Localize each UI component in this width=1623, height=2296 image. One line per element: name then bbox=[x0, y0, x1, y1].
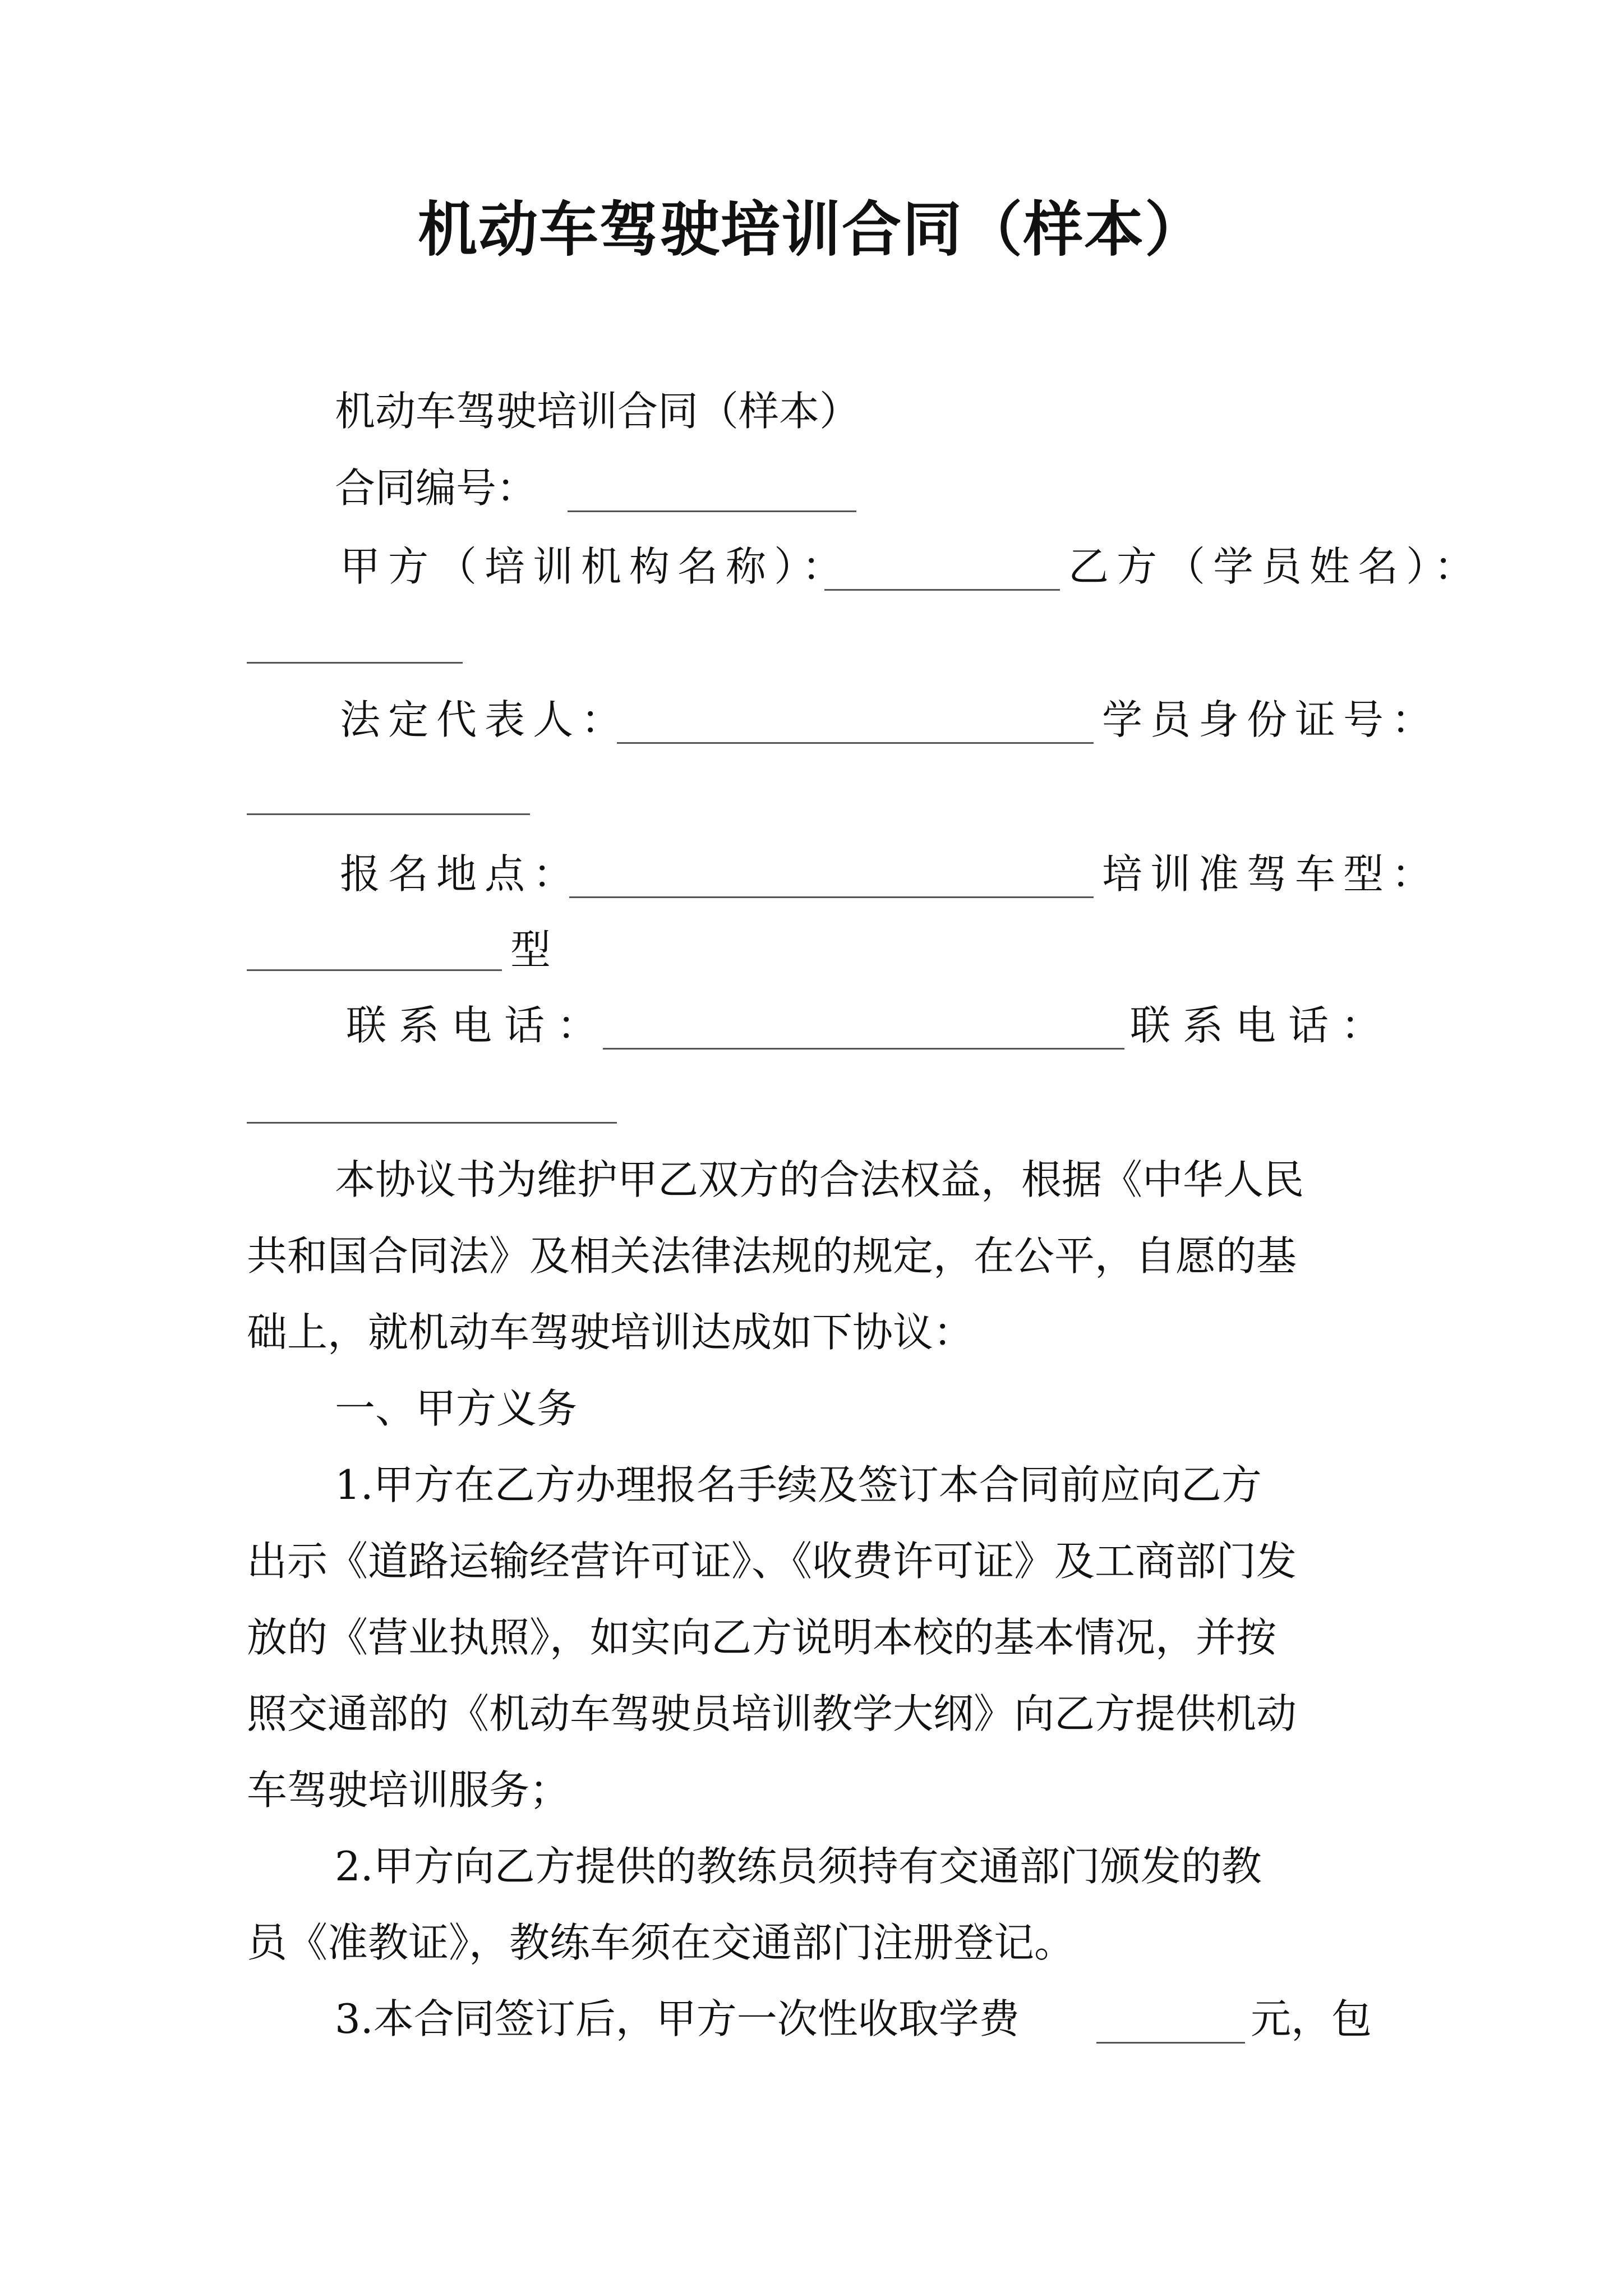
item1-line-3: 放的《营业执照》，如实向乙方说明本校的基本情况，并按 bbox=[247, 1614, 1277, 1661]
item1-line-5: 车驾驶培训服务； bbox=[247, 1766, 570, 1814]
reg-place-label: 报名地点： bbox=[340, 850, 582, 898]
tuition-blank bbox=[1096, 2042, 1245, 2044]
party-a-blank bbox=[824, 589, 1060, 591]
phone-a-label: 联系电话： bbox=[346, 1002, 610, 1049]
document-title: 机动车驾驶培训合同（样本） bbox=[418, 194, 1205, 264]
id-no-blank bbox=[247, 813, 530, 815]
intro-line-1: 本协议书为维护甲乙双方的合法权益，根据《中华人民 bbox=[335, 1156, 1304, 1203]
vehicle-type-suffix: 型 bbox=[510, 926, 551, 973]
legal-rep-blank bbox=[617, 742, 1094, 744]
id-no-label: 学员身份证号： bbox=[1102, 696, 1440, 743]
item1-line-1: 1.甲方在乙方办理报名手续及签订本合同前应向乙方 bbox=[335, 1461, 1262, 1508]
party-a-label: 甲方（培训机构名称）： bbox=[340, 543, 851, 590]
item2-line-2: 员《准教证》，教练车须在交通部门注册登记。 bbox=[247, 1919, 1075, 1966]
phone-a-blank bbox=[603, 1048, 1124, 1050]
vehicle-type-label: 培训准驾车型： bbox=[1102, 850, 1440, 898]
intro-line-2: 共和国合同法》及相关法律法规的规定，在公平，自愿的基 bbox=[247, 1232, 1297, 1280]
party-b-label: 乙方（学员姓名）： bbox=[1068, 543, 1483, 590]
party-b-blank bbox=[247, 662, 463, 664]
phone-b-label: 联系电话： bbox=[1130, 1002, 1394, 1049]
legal-rep-label: 法定代表人： bbox=[340, 696, 630, 743]
section1-heading: 一、甲方义务 bbox=[335, 1385, 578, 1432]
vehicle-type-blank bbox=[247, 969, 502, 971]
contract-no-blank bbox=[568, 510, 856, 512]
item2-line-1: 2.甲方向乙方提供的教练员须持有交通部门颁发的教 bbox=[335, 1843, 1262, 1890]
item1-line-2: 出示《道路运输经营许可证》、《收费许可证》及工商部门发 bbox=[247, 1538, 1297, 1585]
phone-b-blank bbox=[247, 1122, 617, 1124]
intro-line-3: 础上，就机动车驾驶培训达成如下协议： bbox=[247, 1309, 974, 1356]
item3-prefix: 3.本合同签订后，甲方一次性收取学费 bbox=[335, 1995, 1020, 2042]
item1-line-4: 照交通部的《机动车驾驶员培训教学大纲》向乙方提供机动 bbox=[247, 1690, 1297, 1737]
contract-no-label: 合同编号： bbox=[335, 464, 537, 512]
item3-suffix: 元，包 bbox=[1251, 1995, 1372, 2042]
reg-place-blank bbox=[569, 896, 1094, 898]
subtitle: 机动车驾驶培训合同（样本） bbox=[335, 388, 860, 435]
